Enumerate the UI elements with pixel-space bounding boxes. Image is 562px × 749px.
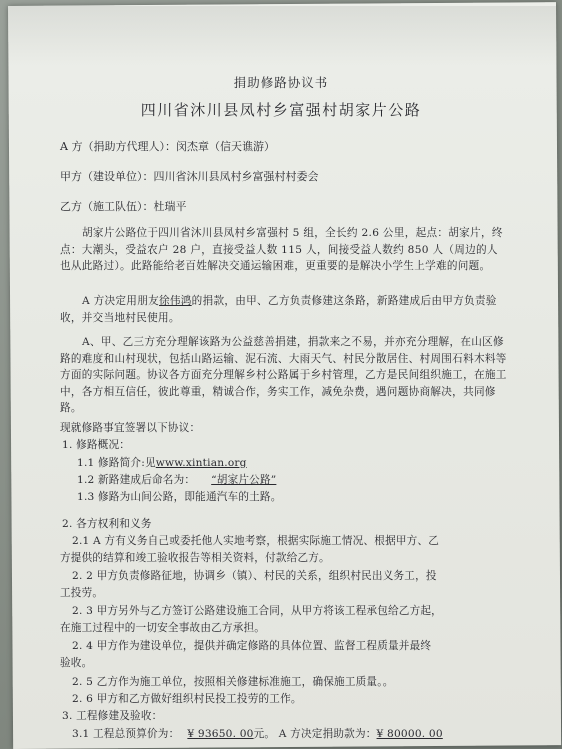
item-1-2-label: 1.2 新路建成后命名为： [77, 474, 196, 486]
budget-amount: ¥ 93650. 00 [187, 728, 254, 740]
section-3-heading: 3. 工程修建及验收： [62, 710, 163, 722]
paragraph-3-text: A、甲、乙三方充分理解该路为公益慈善捐建，捐款来之不易，并亦充分理解，在山区修路的难度和山村现状，包括山路运输、泥石流、大雨天气、村民分散居住、村周围石料木料等方面的实际问题。协议各方面充分理解乡村公路属于乡村管理，乙方是民间组织施工，在施工中，各方相互信任，彼此尊重，精诚合作，务实工作，减免杂费，遇问题协商解决，共同修路。 [60, 336, 507, 414]
budget-label: 3.1 工程总预算价为： [72, 728, 180, 740]
item-1-1 [77, 455, 247, 470]
paragraph-road-description [60, 225, 508, 275]
item-2-4-line-2: 验收。 [60, 657, 93, 669]
party-yi: 乙方（施工队伍）：杜瑞平 [60, 200, 187, 213]
document-title: 捐助修路协议书 [233, 75, 329, 90]
item-2-3-line-2: 在施工过程中的一切安全事故由乙方承担。 [60, 622, 266, 634]
item-2-3-line-1: 2. 3 甲方另外与乙方签订公路建设施工合同，从甲方将该工程承包给乙方起， [72, 605, 442, 617]
donation-amount: ¥ 80000. 00 [376, 728, 443, 740]
party-a: A 方（捐助方代理人）：闵杰章（信天谯游） [60, 140, 275, 153]
item-2-6: 2. 6 甲方和乙方做好组织村民投工投劳的工作。 [72, 693, 302, 705]
item-2-2-line-1: 2. 2 甲方负责修路征地，协调乡（镇）、村民的关系，组织村民出义务工，投 [72, 570, 437, 582]
paragraph-2-pre: A 方决定用朋友 [82, 295, 159, 307]
item-2-1-line-1: 2.1 A 方有义务自己或委托他人实地考察，根据实际施工情况、根据甲方、乙 [72, 535, 440, 547]
item-2-4-line-1: 2. 4 甲方作为建设单位，提供并确定修路的具体位置、监督工程质量并最终 [72, 640, 432, 652]
paragraph-mutual-understanding [60, 334, 508, 417]
item-2-1-line-2: 方提供的结算和竣工验收报告等相关资料，付款给乙方。 [60, 552, 330, 564]
donation-label: 元。 A 方决定捐助款为： [253, 728, 377, 740]
donor-name: 徐伟鸿 [158, 295, 192, 307]
paragraph-1-text: 胡家片公路位于四川省沐川县凤村乡富强村 5 组，全长约 2.6 公里，起点：胡家片，终点：大潮头，受益农户 28 户，直接受益人数 115 人，间接受益人数约 850 人（周边的人也从此路过）。此路能给老百姓解决交通运输困难，更重要的是解决小学生上学难的问题。 [60, 227, 503, 272]
intro-line: 现就修路事宜签署以下协议： [60, 422, 201, 434]
section-1-heading: 1. 修路概况： [62, 439, 131, 451]
section-2-heading: 2. 各方权利和义务 [62, 518, 152, 530]
party-jia: 甲方（建设单位）：四川省沐川县凤村乡富强村村委会 [60, 170, 319, 183]
paragraph-2-post: 的捐款，由甲、乙方负责修建这条路，新路建成后由甲方负责验收，并交当地村民使用。 [60, 295, 497, 324]
road-name: “胡家片公路” [211, 474, 277, 486]
item-1-3: 1.3 修路为山间公路，即能通汽车的土路。 [77, 491, 282, 503]
website-link[interactable]: www.xintian.org [155, 457, 247, 469]
item-2-5: 2. 5 乙方作为施工单位，按照相关修建标准施工，确保施工质量。。 [72, 676, 394, 688]
document-subtitle: 四川省沐川县凤村乡富强村胡家片公路 [140, 101, 422, 119]
item-1-2 [77, 472, 276, 487]
item-3-1 [72, 726, 443, 741]
item-1-1-label: 1.1 修路简介:见 [77, 457, 156, 469]
item-2-2-line-2: 工投劳。 [60, 587, 104, 599]
paragraph-donation-decision [60, 293, 508, 326]
